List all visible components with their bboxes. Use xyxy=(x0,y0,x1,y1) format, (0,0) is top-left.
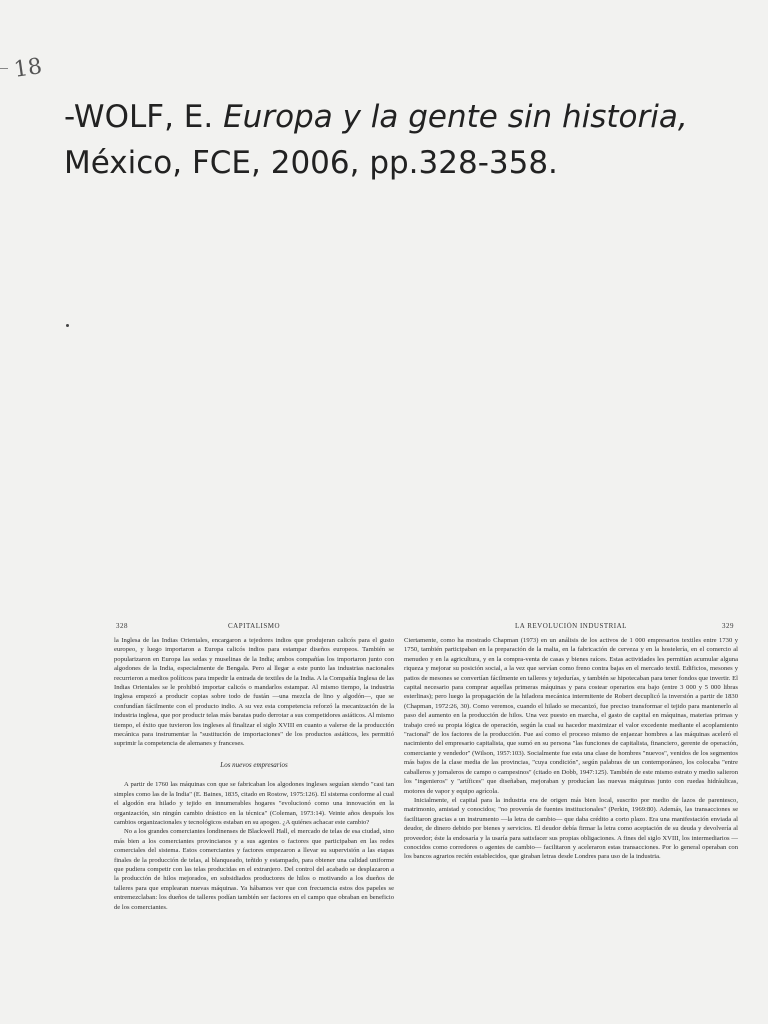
right-page-number: 329 xyxy=(722,622,734,630)
right-running-head xyxy=(404,622,738,636)
handwritten-page-mark: 18 xyxy=(12,54,44,83)
citation-author: -WOLF, E. xyxy=(64,99,224,135)
left-paragraph-2: A partir de 1760 las máquinas con que se fabricaban los algodones ingleses seguían siendo "casi tan simples como las de la India" (E. Baines, 1835, citado en Rostow, 1975:126). El sistema conforme al cual el algodón era hilado y tejido en innumerables hogares "evolucionó como una innovación en la organización, sin ningún cambio drástico en la técnica" (Coleman, 1973:14). Veinte años después los cambios organizacionales y tecnológicos estaban en su apogeo. ¿A quiénes achacar este cambio? xyxy=(114,781,394,826)
right-page-body xyxy=(404,636,738,862)
left-paragraph-1: la Inglesa de las Indias Orientales, encargaron a tejedores indios que produjeran calicós para el gusto europeo, y luego importaron a Europa calicós indios para estampar diseños europeos. También se popularizaron en Europa las sedas y muselinas de la India; ambos compañías los importaron junto con algodones de la India, especialmente de Bengala. Pero al llegar a este punto las industrias nacionales recurrieron a medios políticos para impedir la entrada de textiles de la India. A la Compañía Inglesa de las Indias Orientales se le prohibió importar calicós o mandarlos estampar. Al mismo tiempo, la industria inglesa empezó a producir copias sobre todo de fustán —una mezcla de lino y algodón—, que se confundían fácilmente con el producto indio. A su vez esta competencia reforzó la mecanización de la industria inglesa, que por producir telas más baratas pudo derrotar a sus competidores asiáticos. Al mismo tiempo, el éxito que tuvieron los ingleses al finalizar el siglo XVIII en cuanto a valerse de la producción mecánica para instrumentar la "sustitución de importaciones" de los productos asiáticos, les permitió suprimir la competencia de alemanes y franceses. xyxy=(114,637,394,748)
left-book-page xyxy=(114,622,394,1014)
scan-speck xyxy=(66,324,69,327)
citation-block xyxy=(64,94,744,186)
right-book-page xyxy=(404,622,738,1014)
scan-edge-mark xyxy=(0,68,8,69)
right-running-title: LA REVOLUCIÓN INDUSTRIAL xyxy=(515,622,627,630)
section-heading: Los nuevos empresarios xyxy=(220,760,288,769)
citation-line-1 xyxy=(64,94,744,140)
left-paragraph-3: No a los grandes comerciantes londinenses de Blackwell Hall, el mercado de telas de esa ciudad, sino más bien a los comerciantes provincianos y a sus agentes o factores que participaban en las redes comerciales del sistema. Estos comerciantes y factores empezaron a llevar su supervisión a las etapas finales de la producción de telas, al blanqueado, teñido y estampado, para obtener una calidad uniforme que pudiera competir con las telas producidas en el extranjero. Del control del acabado se desplazaron a la producción de hilos mejorados, en subsidiados productores de hilos o motivando a los dueños de talleres para que emplearan nuevas máquinas. Ya hábamos ver que con frecuencia estos dos papeles se entremezclaban: los dueños de talleres podían también ser factores en el campo que obraban en beneficio de los comerciantes. xyxy=(114,828,394,911)
citation-title: Europa y la gente sin historia, xyxy=(223,99,688,135)
right-paragraph-1: Ciertamente, como ha mostrado Chapman (1973) en un análisis de los activos de 1 000 empresarios textiles entre 1730 y 1750, también participaban en la preparación de la malta, en la fabricación de cerveza y en la hostelería, en el comercio al menudeo y en la agricultura, y en la compra-venta de casas y bienes raíces. Estas actividades les permitían acumular alguna riqueza y mejorar su posición social, a la vez que servían como freno contra bajas en el mercado textil. Edificios, mesones y patios de mesones se convertían fácilmente en talleres y tejedurías, y también se hipotecaban para tener fondos que invertir. El capital necesario para comprar aquellas primeras máquinas y para costear operarios era bajo (entre 3 000 y 5 000 libras esterlinas); pero luego la propagación de la hiladora mecánica intermitente de Robert decuplicó la inversión a partir de 1830 (Chapman, 1972:26, 30). Como veremos, cuando el hilado se mecanizó, fue preciso transformar el tejido para mantenerlo al paso del aumento en la producción de hilos. Una vez puesto en marcha, el gasto de capital en máquinas, materias primas y trabajo creó su propia lógica de operación, según la cual su hacedor maximizar el valor excedente mediante el acoplamiento "racional" de los factores de la producción. Fue así como el proceso mismo de enjaezar hombres a las máquinas aceleró el nacimiento del empresario capitalista, que sumó en su persona "las funciones de capitalista, financiero, gerente de operación, comerciante y vendedor" (Wilson, 1957:103). Socialmente fue esta una clase de hombres "nuevos", venidos de los segmentos más bajos de la clase media de las provincias, "cuya condición", según palabras de un contemporáneo, los colocaba "entre caballeros y jornaleros de campo o campesinos" (citado en Dobb, 1947:125). También de este mismo estrato y medio salieron los "ingenieros" y "artífices" que diseñaban, mejoraban y producían las nuevas máquinas junto con ruedas hidráulicas, motores de vapor y equipo agrícola. xyxy=(404,637,738,795)
right-paragraph-2: Inicialmente, el capital para la industria era de origen más bien local, suscrito por medio de lazos de parentesco, matrimonio, amistad y conocidos; "no provenía de fuentes institucionales" (Perkin, 1969:80). Además, las transacciones se facilitaron gracias a un instrumento —la letra de cambio— que daba crédito a corto plazo. Era una manifestación enviada al deudor, de dinero debido por bienes y servicios. El deudor debía firmar la letra como aceptación de su deuda y devolvería al proveedor; éste la endosaría y la usaría para satisfacer sus propias obligaciones. A fines del siglo XVIII, los intermediarios —conocidos como corredores o agentes de cambio— facilitaron y aceleraron estas transacciones. Por lo general operaban con los bancos agrarios recién establecidos, que giraban letras desde Londres para uso de la industria. xyxy=(404,796,738,861)
left-running-head xyxy=(114,622,394,636)
left-page-body xyxy=(114,636,394,912)
left-running-title: CAPITALISMO xyxy=(228,622,280,630)
left-page-number: 328 xyxy=(116,622,128,630)
citation-line-2: México, FCE, 2006, pp.328-358. xyxy=(64,145,558,181)
